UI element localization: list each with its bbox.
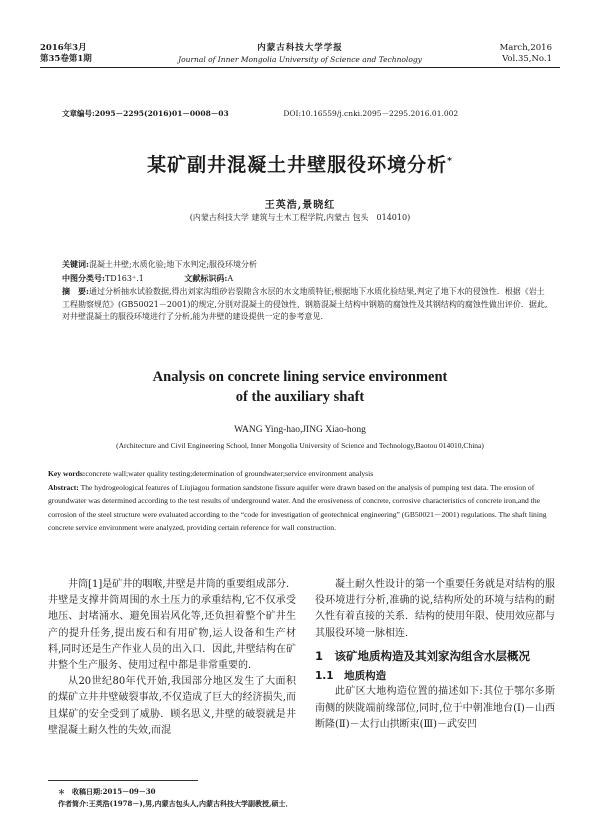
keywords-en-text: concrete wall;water quality testing;determination of groundwater;service environment analysis (85, 469, 374, 478)
body-paragraph: 井筒[1]是矿井的咽喉,井壁是井筒的重要组成部分．井壁是支撑井筒周围的水土压力的承重结构,它不仅承受地压、封堵涌水、避免围岩风化等,还负担着整个矿井生产的提升任务,提出废石和有用矿物,运人设备和生产材料,同时还是生产作业人员的出入口．因此,井壁结构在矿井整个生产服务、使用过程中都是非常重要的． (48, 579, 296, 672)
abstract-cn-label: 摘 要: (62, 286, 89, 296)
header-rule (40, 67, 560, 68)
keywords-cn (62, 258, 548, 272)
footnote (58, 786, 558, 810)
author-introduction: 作者简介:王英浩(1978－),男,内蒙古包头人,内蒙古科技大学副教授,硕士． (58, 799, 293, 808)
body-paragraph: 凝土耐久性设计的第一个重要任务就是对结构的服役环境进行分析,准确的说,结构所处的环境与结构的耐久性有着直接的关系．结构的使用年限、使用效应都与其服役环境一脉相连． (315, 579, 555, 639)
header-right (500, 43, 552, 65)
title-footnote-mark: * (447, 156, 453, 167)
paper-title-en (0, 367, 600, 407)
header-journal (150, 43, 450, 65)
authors-en: WANG Ying-hao,JING Xiao-hong (234, 425, 366, 435)
paper-title-cn (0, 150, 600, 177)
article-ids (62, 108, 458, 119)
header-date: 2016年3月 (40, 43, 87, 53)
article-doi: DOI:10.16559/j.cnki.2095－2295.2016.01.002 (283, 109, 459, 118)
article-number: 文章编号:2095－2295(2016)01－0008－03 (62, 109, 229, 118)
paper-title-en-line1: Analysis on concrete lining service environment (152, 369, 448, 385)
paper-title-en-line2: of the auxiliary shaft (235, 389, 365, 405)
affiliation-en: (Architecture and Civil Engineering School, Inner Mongolia University of Science and Technology,Baotou 014010,China) (116, 441, 484, 450)
keywords-en (48, 467, 552, 481)
body-paragraph: 从20世纪80年代开始,我国部分地区发生了大面积的煤矿立井井壁破裂事故,不仅造成了巨大的经济损失,而且煤矿的安全受到了威胁．顾名思义,井壁的破裂就是井壁混凝土耐久性的失效,而混 (48, 676, 296, 736)
footnote-rule (48, 780, 198, 781)
keywords-cn-label: 关键词: (62, 259, 89, 269)
abstract-cn (62, 285, 548, 324)
en-metadata (48, 467, 552, 535)
header-volume: 第35卷第1期 (40, 54, 92, 64)
keywords-cn-text: 混凝土井壁;水质化验;地下水判定;服役环境分析 (88, 260, 258, 269)
body-paragraph: 此矿区大地构造位置的描述如下:其位于鄂尔多斯南侧的陕陇端前缘部位,同时,位于中朝准地台(I)－山西断隆(Ⅱ)－太行山拱断束(Ⅲ)－武安凹 (315, 686, 555, 730)
clc-value: TD163⁺.1 (104, 273, 144, 283)
doc-code-value: A (227, 273, 234, 283)
body-column-left (48, 577, 296, 739)
paper-title-cn-text: 某矿副井混凝土井壁服役环境分析 (147, 154, 448, 176)
header-left (40, 43, 92, 65)
header-date-en: March,2016 (499, 43, 552, 53)
keywords-en-label: Key words: (48, 469, 86, 478)
clc-label: 中图分类号: (62, 272, 105, 283)
affiliation-cn: (内蒙古科技大学 建筑与土木工程学院,内蒙古 包头 014010) (189, 213, 411, 222)
subsection-heading: 1.1 地质构造 (315, 670, 387, 683)
body-column-right (315, 577, 555, 733)
abstract-cn-text: 通过分析抽水试验数据,得出刘家沟组砂岩裂隙含水层的水文地质特征;根据地下水质化验结果,判定了地下水的侵蚀性．根据《岩土工程勘察规范》(GB50021－2001)的规定,分别对混凝土的侵蚀性、钢筋混凝土结构中钢筋的腐蚀性及其钢结构的腐蚀性做出评价．据此,对井壁混凝土的服役环境进行了分析,能为井壁的建设提供一定的参考意见． (62, 287, 548, 321)
classification-cn (62, 272, 548, 286)
journal-name-en: Journal of Inner Mongolia University of Science and Technology (178, 55, 422, 64)
doc-code-label: 文献标识码: (184, 272, 228, 283)
section-heading: 1 该矿地质构造及其刘家沟组含水层概况 (315, 648, 530, 663)
abstract-en-label: Abstract: (48, 482, 79, 492)
authors-cn: 王英浩,景晓红 (264, 200, 336, 211)
abstract-en (48, 481, 552, 535)
journal-name-cn: 内蒙古科技大学学报 (257, 43, 343, 53)
header-volume-en: Vol.35,No.1 (502, 54, 552, 64)
received-date: ＊ 收稿日期:2015－09－30 (58, 787, 156, 796)
abstract-en-text: The hydrogeological features of Liujiagou formation sandstone fissure aquifer were drawn based on the analysis of pumping test data. The erosion of groundwater was determined according to the test results of underground water. And the erosiveness of concrete, corrosive characteristics of concrete iron,and the corrosion of the steel structure were evaluated according to the “code for investigation of geotechnical engineering” (GB50021－2001) regulations. The shaft lining concrete service environment were analyzed, providing certain reference for wall construction. (48, 482, 547, 532)
cn-metadata (62, 258, 548, 324)
